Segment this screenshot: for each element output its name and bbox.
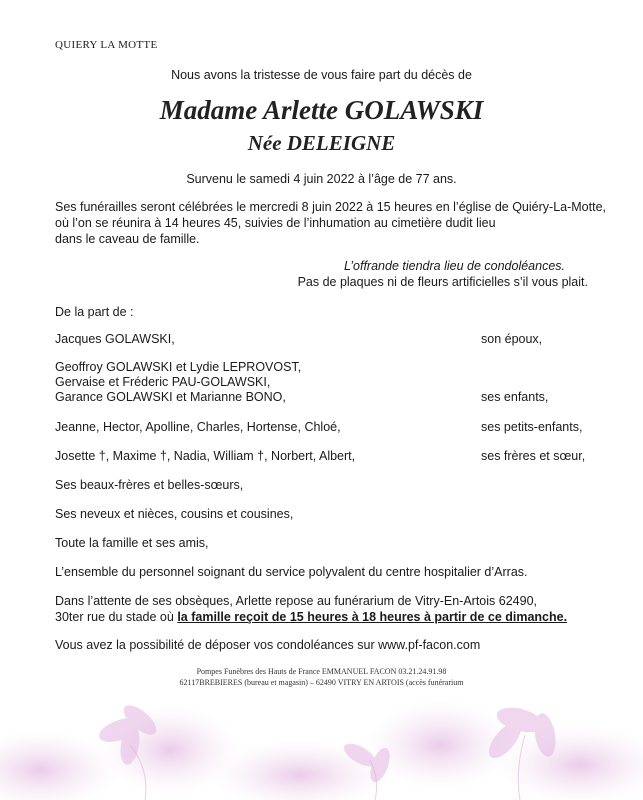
intro-text: Nous avons la tristesse de vous faire part du décès de xyxy=(171,68,472,82)
condolences-text: Vous avez la possibilité de déposer vos condoléances sur www.pf-facon.com xyxy=(55,638,481,652)
family-name: Garance GOLAWSKI et Marianne BONO, xyxy=(55,390,286,404)
visit-line-1: Dans l’attente de ses obsèques, Arlette repose au funérarium de Vitry-En-Artois 62490, xyxy=(55,594,537,608)
family-name: Geoffroy GOLAWSKI et Lydie LEPROVOST, xyxy=(55,360,302,374)
flowers-note: Pas de plaques ni de fleurs artificielles s’il vous plait. xyxy=(297,275,588,289)
family-name: Josette †, Maxime †, Nadia, William †, Norbert, Albert, xyxy=(55,449,356,463)
family-name: Jacques GOLAWSKI, xyxy=(55,332,175,346)
from-label: De la part de : xyxy=(55,305,134,319)
family-relation: son époux, xyxy=(481,332,543,346)
other-line: Toute la famille et ses amis, xyxy=(55,536,209,550)
deceased-name: Madame Arlette GOLAWSKI xyxy=(159,95,484,125)
offering-note: L’offrande tiendra lieu de condoléances. xyxy=(344,259,565,273)
visit-hours: la famille reçoit de 15 heures à 18 heures à partir de ce dimanche. xyxy=(177,610,568,624)
family-name: Jeanne, Hector, Apolline, Charles, Hortense, Chloé, xyxy=(55,420,341,434)
funeral-line-1: Ses funérailles seront célébrées le mercredi 8 juin 2022 à 15 heures en l’église de Quiéry-La-Motte, xyxy=(55,200,606,214)
family-name: Gervaise et Fréderic PAU-GOLAWSKI, xyxy=(55,375,271,389)
family-relation: ses petits-enfants, xyxy=(481,420,583,434)
family-relation: ses frères et sœur, xyxy=(481,449,586,463)
family-relation: ses enfants, xyxy=(481,390,549,404)
funeral-line-3: dans le caveau de famille. xyxy=(55,232,200,246)
town-header: QUIERY LA MOTTE xyxy=(55,39,158,51)
footer-line-2: 62117BREBIERES (bureau et magasin) – 62490 VITRY EN ARTOIS (accès funérarium xyxy=(179,678,464,687)
death-date: Survenu le samedi 4 juin 2022 à l’âge de 77 ans. xyxy=(186,172,457,186)
other-line: Ses beaux-frères et belles-sœurs, xyxy=(55,478,244,492)
footer-line-1: Pompes Funèbres des Hauts de France EMMANUEL FACON 03.21.24.91.98 xyxy=(196,667,447,676)
funeral-line-2: où l’on se réunira à 14 heures 45, suivies de l’inhumation au cimetière dudit lieu xyxy=(55,216,496,230)
other-line: Ses neveux et nièces, cousins et cousines, xyxy=(55,507,294,521)
visit-address: 30ter rue du stade où xyxy=(55,610,178,624)
maiden-name: Née DELEIGNE xyxy=(247,131,396,155)
other-line: L’ensemble du personnel soignant du service polyvalent du centre hospitalier d’Arras. xyxy=(55,565,528,579)
visit-line-2 xyxy=(55,610,567,624)
